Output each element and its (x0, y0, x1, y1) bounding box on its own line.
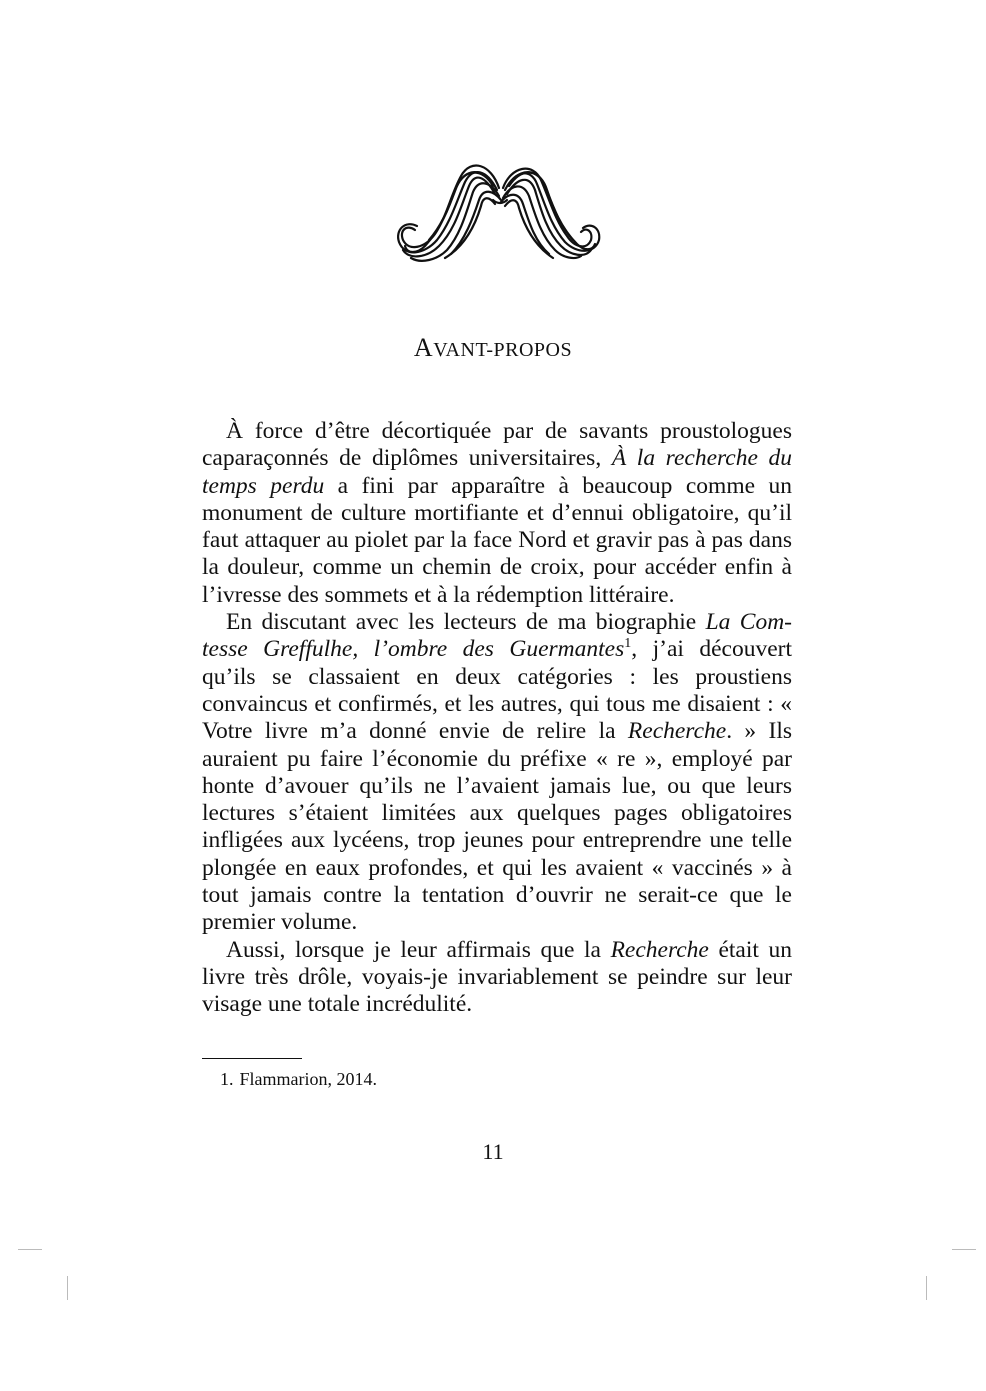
italic-text: Recherche (610, 936, 709, 963)
text-run: , j’ai découvert qu’ils se classaient en deux catégories : les proustiens convaincus et confirmés, et les autres, qui tous me disaient : « Votre livre m’a donné envie de relire la (202, 636, 792, 745)
paragraph (202, 609, 792, 937)
mustache-icon (395, 160, 605, 270)
text-run: a fini par apparaître à beaucoup comme un monument de culture mortifiante et d’ennui obligatoire, qu’il faut attaquer au piolet par la face Nord et gravir pas à pas dans la douleur, comme un chemin de croix, pour accéder enfin à l’ivresse des sommets et à la rédemption littéraire. (202, 472, 792, 608)
text-run: . » Ils auraient pu faire l’économie du préfixe « re », employé par honte d’avouer qu’ils ne l’avaient jamais lue, ou que leurs lectures s’étaient limitées aux quelques pages obligatoires infligées aux lycéens, trop jeunes pour entreprendre une telle plongée en eaux profondes, et qui les avaient « vaccinés » à tout jamais contre la tentation d’ouvrir ne serait-ce que le premier volume. (202, 718, 793, 936)
crop-mark (952, 1249, 976, 1250)
italic-text: La Comtesse Greffulhe, l’ombre des Guermantes (202, 609, 792, 663)
chapter-title-rest: VANT-PROPOS (433, 339, 573, 361)
crop-mark (67, 1276, 68, 1300)
body-text (202, 418, 792, 1019)
footnote-text: Flammarion, 2014. (239, 1069, 377, 1089)
chapter-title (0, 333, 986, 363)
footnote (220, 1069, 377, 1090)
text-run: était un livre très drôle, voyais-je invariablement se peindre sur leur visage une totale incrédulité. (202, 936, 792, 1018)
crop-mark (18, 1249, 42, 1250)
text-run: En discutant avec les lecteurs de ma biographie (226, 609, 706, 636)
crop-mark (926, 1276, 927, 1300)
footnote-ref: 1 (624, 636, 632, 652)
italic-text: À la recherche du temps perdu (202, 445, 792, 499)
italic-text: Recherche (627, 718, 727, 745)
text-run: Aussi, lorsque je leur affirmais que la (226, 936, 611, 963)
paragraph (202, 418, 792, 609)
paragraph (202, 937, 792, 1019)
chapter-title-initial: A (413, 333, 434, 362)
page-number: 11 (482, 1139, 504, 1164)
footnote-number: 1. (220, 1069, 234, 1089)
text-run: À force d’être décortiquée par de savants proustologues caparaçonnés de diplômes universitaires, (202, 418, 792, 472)
footnote-separator (202, 1058, 302, 1059)
